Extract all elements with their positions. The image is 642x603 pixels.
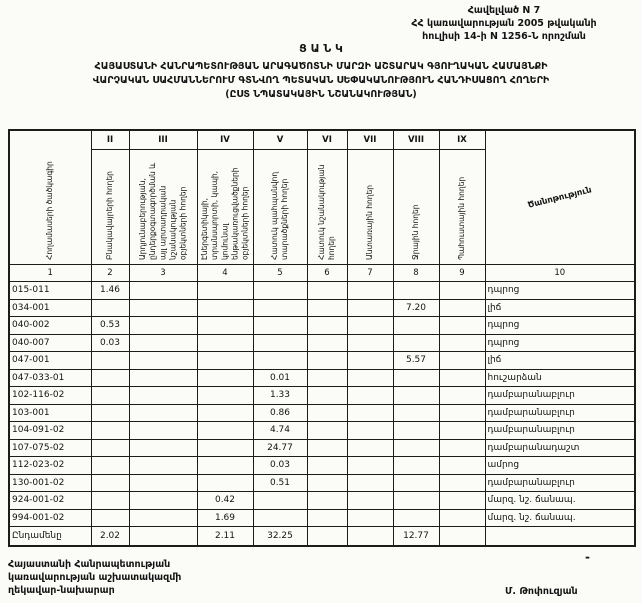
table-row — [9, 369, 635, 387]
column-number-row — [9, 265, 635, 282]
value-cell — [91, 352, 129, 370]
table-row — [9, 317, 635, 335]
table-row — [9, 299, 635, 317]
column-number: 5 — [253, 265, 307, 282]
column-header-infrastructure-lands: Էներգետիկայի, տրանսպորտի, կապի, կոմունալ ենթակառուցվածքների օբյեկտների հողեր — [197, 150, 253, 265]
value-cell — [347, 509, 393, 527]
value-cell — [129, 387, 197, 405]
value-cell — [393, 509, 439, 527]
value-cell — [307, 439, 347, 457]
value-cell — [307, 404, 347, 422]
value-cell — [129, 369, 197, 387]
subtitle-line-2: ՎԱՐՉԱԿԱՆ ՍԱՀՄԱՆՆԵՐՈՒՄ ԳՏՆՎՈՂ ՊԵՏԱԿԱՆ ՍԵՓԱԿԱՆՈՒԹՅՈՒՆ ՀԱՆԴԻՍԱՑՈՂ ՀՈՂԵՐԻ — [92, 75, 550, 86]
stray-scan-dash: - — [585, 550, 590, 564]
column-header-code-label: Հողամասերի ծածկագիր — [45, 161, 55, 260]
value-cell — [393, 334, 439, 352]
value-cell — [347, 299, 393, 317]
value-cell: 5.57 — [393, 352, 439, 370]
table-row — [9, 387, 635, 405]
subtitle-line-1: ՀԱՅԱՍՏԱՆԻ ՀԱՆՐԱՊԵՏՈՒԹՅԱՆ ԱՐԱԳԱԾՈՏՆԻ ՄԱՐԶԻ ԱՇՏԱՐԱԿ ԳՅՈՒՂԱԿԱՆ ՀԱՄԱՅՆՔԻ — [94, 61, 548, 72]
value-cell — [307, 457, 347, 475]
value-cell — [307, 474, 347, 492]
value-cell — [347, 404, 393, 422]
note-cell: դամբարանաբլուր — [485, 422, 635, 440]
value-cell — [439, 317, 485, 335]
note-cell: մարզ. նշ. ճանապ. — [485, 509, 635, 527]
note-cell: ամրոց — [485, 457, 635, 475]
value-cell — [439, 299, 485, 317]
value-cell — [393, 439, 439, 457]
value-cell: 7.20 — [393, 299, 439, 317]
note-cell: դամբարանաբլուր — [485, 404, 635, 422]
value-cell: 0.53 — [91, 317, 129, 335]
value-cell — [393, 369, 439, 387]
column-number: 8 — [393, 265, 439, 282]
value-cell: 0.01 — [253, 369, 307, 387]
value-cell — [307, 527, 347, 547]
value-cell — [439, 509, 485, 527]
column-header-note — [485, 130, 635, 265]
note-cell — [485, 527, 635, 547]
table-row — [9, 334, 635, 352]
value-cell — [129, 492, 197, 510]
note-cell: հուշարձան — [485, 369, 635, 387]
value-cell — [197, 439, 253, 457]
value-cell — [197, 317, 253, 335]
value-cell — [129, 439, 197, 457]
roman-VIII: VIII — [393, 130, 439, 150]
value-cell — [197, 457, 253, 475]
value-cell: 0.03 — [91, 334, 129, 352]
value-cell — [347, 317, 393, 335]
value-cell: 2.02 — [91, 527, 129, 547]
column-number: 9 — [439, 265, 485, 282]
value-cell — [129, 404, 197, 422]
value-cell — [393, 317, 439, 335]
value-cell — [197, 369, 253, 387]
value-cell: 0.03 — [253, 457, 307, 475]
code-cell: Ընդամենը — [9, 527, 91, 547]
roman-numeral-row — [9, 130, 635, 150]
roman-III: III — [129, 130, 197, 150]
signatory-line-1: Հայաստանի Հանրապետության — [8, 559, 171, 570]
value-cell — [129, 352, 197, 370]
code-cell: 104-091-02 — [9, 422, 91, 440]
note-cell: լիճ — [485, 352, 635, 370]
value-cell — [439, 282, 485, 300]
value-cell — [347, 527, 393, 547]
value-cell — [197, 352, 253, 370]
value-cell — [253, 492, 307, 510]
subtitle-line-3: (ԸՍՏ ՆՊԱՏԱԿԱՅԻՆ ՆՇԱՆԱԿՈՒԹՅԱՆ) — [225, 89, 417, 100]
value-cell — [307, 282, 347, 300]
value-cell — [253, 317, 307, 335]
code-cell: 040-007 — [9, 334, 91, 352]
value-cell — [347, 282, 393, 300]
value-cell — [197, 334, 253, 352]
value-cell — [393, 474, 439, 492]
value-cell: 32.25 — [253, 527, 307, 547]
value-cell — [129, 457, 197, 475]
note-cell: դամբարանաբլուր — [485, 387, 635, 405]
value-cell — [347, 369, 393, 387]
value-cell: 4.74 — [253, 422, 307, 440]
table-row — [9, 492, 635, 510]
column-number: 6 — [307, 265, 347, 282]
table-total-row — [9, 527, 635, 547]
value-cell — [91, 509, 129, 527]
table-row — [9, 509, 635, 527]
value-cell — [91, 369, 129, 387]
value-cell — [347, 439, 393, 457]
table-row — [9, 474, 635, 492]
value-cell — [197, 299, 253, 317]
value-cell — [307, 509, 347, 527]
value-cell — [393, 282, 439, 300]
value-cell — [91, 474, 129, 492]
note-cell: մարզ. նշ. ճանապ. — [485, 492, 635, 510]
value-cell — [129, 334, 197, 352]
signatory-line-2: կառավարության աշխատակազմի — [8, 572, 182, 583]
value-cell — [439, 352, 485, 370]
value-cell: 0.42 — [197, 492, 253, 510]
value-cell — [91, 299, 129, 317]
column-number: 2 — [91, 265, 129, 282]
value-cell — [439, 404, 485, 422]
roman-II: II — [91, 130, 129, 150]
appendix-line-2: ՀՀ կառավարության 2005 թվականի — [411, 17, 597, 29]
roman-IX: IX — [439, 130, 485, 150]
column-header-industrial-lands: Արդյունաբերության, ընդերքօգտագործման և այլ արտադրական նշանակության օբյեկտների հողեր — [129, 150, 197, 265]
value-cell — [439, 387, 485, 405]
code-cell: 015-011 — [9, 282, 91, 300]
code-cell: 102-116-02 — [9, 387, 91, 405]
value-cell — [197, 282, 253, 300]
column-header-special-lands: Հատուկ նշանակության հողեր — [307, 150, 347, 265]
table-row — [9, 422, 635, 440]
code-cell: 112-023-02 — [9, 457, 91, 475]
column-number: 10 — [485, 265, 635, 282]
table-row — [9, 352, 635, 370]
value-cell — [347, 474, 393, 492]
value-cell — [307, 492, 347, 510]
value-cell — [253, 334, 307, 352]
value-cell: 2.11 — [197, 527, 253, 547]
roman-IV: IV — [197, 130, 253, 150]
value-cell — [439, 439, 485, 457]
code-cell: 034-001 — [9, 299, 91, 317]
code-cell: 040-002 — [9, 317, 91, 335]
table-row — [9, 457, 635, 475]
roman-VII: VII — [347, 130, 393, 150]
appendix-line-1: Հավելված N 7 — [467, 5, 541, 16]
value-cell — [307, 317, 347, 335]
value-cell — [91, 404, 129, 422]
value-cell — [129, 299, 197, 317]
value-cell — [439, 474, 485, 492]
value-cell — [393, 457, 439, 475]
column-header-reserve-lands: Պահուստային հողեր — [439, 150, 485, 265]
value-cell — [347, 422, 393, 440]
value-cell — [253, 509, 307, 527]
value-cell — [347, 492, 393, 510]
value-cell — [253, 299, 307, 317]
code-cell: 047-033-01 — [9, 369, 91, 387]
note-cell: դամբարանադաշտ — [485, 439, 635, 457]
column-number: 4 — [197, 265, 253, 282]
value-cell — [197, 422, 253, 440]
code-cell: 103-001 — [9, 404, 91, 422]
value-cell — [307, 334, 347, 352]
signatory-title-block — [8, 558, 181, 597]
value-cell — [129, 422, 197, 440]
value-cell: 1.69 — [197, 509, 253, 527]
value-cell: 1.33 — [253, 387, 307, 405]
value-cell: 24.77 — [253, 439, 307, 457]
value-cell — [307, 387, 347, 405]
value-cell — [393, 492, 439, 510]
value-cell — [439, 422, 485, 440]
table-row — [9, 282, 635, 300]
appendix-line-3: հուլիսի 14-ի N 1256-Ն որոշման — [422, 30, 586, 42]
value-cell — [91, 492, 129, 510]
value-cell — [91, 457, 129, 475]
value-cell — [347, 457, 393, 475]
column-header-code — [9, 130, 91, 265]
lands-table — [8, 129, 636, 547]
note-cell: դպրոց — [485, 317, 635, 335]
value-cell — [439, 369, 485, 387]
value-cell: 1.46 — [91, 282, 129, 300]
value-cell — [253, 352, 307, 370]
value-cell — [253, 282, 307, 300]
column-header-note-label: Ծանոթություն — [526, 184, 593, 211]
value-cell: 0.51 — [253, 474, 307, 492]
value-cell — [197, 404, 253, 422]
value-cell — [129, 317, 197, 335]
column-header-settlement-lands: Բնակավայրերի հողեր — [91, 150, 129, 265]
value-cell — [91, 422, 129, 440]
value-cell — [307, 299, 347, 317]
column-number: 1 — [9, 265, 91, 282]
column-number: 7 — [347, 265, 393, 282]
code-cell: 130-001-02 — [9, 474, 91, 492]
value-cell — [439, 492, 485, 510]
value-cell — [129, 474, 197, 492]
value-cell — [393, 404, 439, 422]
value-cell — [347, 334, 393, 352]
code-cell: 047-001 — [9, 352, 91, 370]
value-cell — [347, 352, 393, 370]
roman-V: V — [253, 130, 307, 150]
value-cell — [91, 439, 129, 457]
table-row — [9, 404, 635, 422]
table-body — [9, 282, 635, 547]
value-cell — [91, 387, 129, 405]
value-cell — [129, 509, 197, 527]
code-cell: 994-001-02 — [9, 509, 91, 527]
document-title: Ց Ա Ն Կ — [299, 42, 343, 55]
document-subtitle — [0, 60, 642, 102]
value-cell — [129, 282, 197, 300]
value-cell: 12.77 — [393, 527, 439, 547]
signatory-line-3: ղեկավար-նախարար — [8, 585, 115, 596]
value-cell — [347, 387, 393, 405]
value-cell — [129, 527, 197, 547]
value-cell — [197, 474, 253, 492]
value-cell — [439, 334, 485, 352]
appendix-reference-block — [374, 5, 634, 43]
code-cell: 107-075-02 — [9, 439, 91, 457]
value-cell — [307, 352, 347, 370]
value-cell — [439, 457, 485, 475]
value-cell — [307, 422, 347, 440]
code-cell: 924-001-02 — [9, 492, 91, 510]
column-header-forest-lands: Անտառային հողեր — [347, 150, 393, 265]
value-cell — [439, 527, 485, 547]
value-cell — [393, 422, 439, 440]
value-cell — [197, 387, 253, 405]
note-cell: դամբարանաբլուր — [485, 474, 635, 492]
value-cell — [307, 369, 347, 387]
roman-VI: VI — [307, 130, 347, 150]
value-cell — [393, 387, 439, 405]
column-header-protected-lands: Հատուկ պահպանվող տարածքների հողեր — [253, 150, 307, 265]
signatory-name: Մ. Թոփուզյան — [505, 586, 578, 597]
column-header-water-lands: Ջրային հողեր — [393, 150, 439, 265]
table-row — [9, 439, 635, 457]
note-cell: լիճ — [485, 299, 635, 317]
column-number: 3 — [129, 265, 197, 282]
note-cell: դպրոց — [485, 334, 635, 352]
value-cell: 0.86 — [253, 404, 307, 422]
note-cell: դպրոց — [485, 282, 635, 300]
